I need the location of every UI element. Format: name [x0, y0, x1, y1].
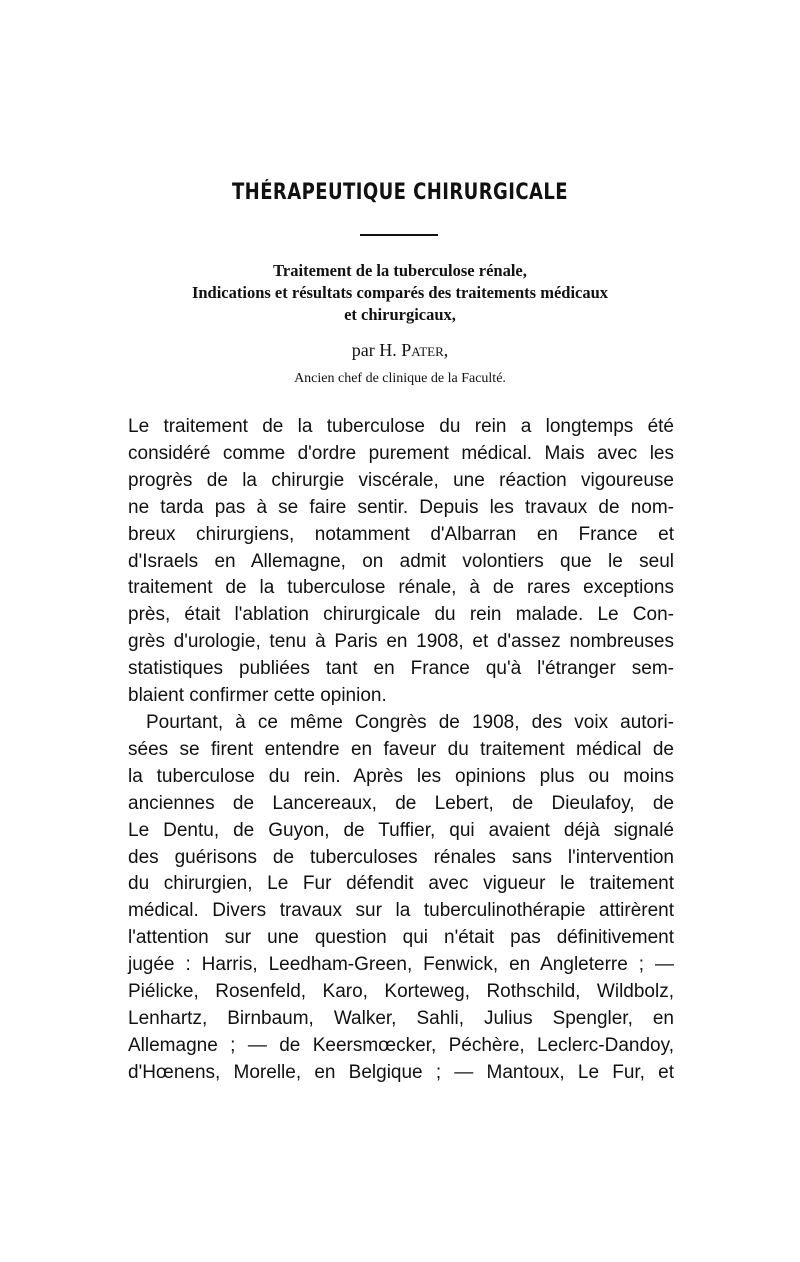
- section-title: THÉRAPEUTIQUE CHIRURGICALE: [231, 180, 569, 205]
- article-title: [110, 260, 690, 326]
- text-line: d'Israels en Allemagne, on admit volontiers que le seul: [128, 550, 674, 572]
- text-line: anciennes de Lancereaux, de Lebert, de Dieulafoy, de: [128, 792, 674, 814]
- text-line: Allemagne ; — de Keersmœcker, Péchère, Leclerc-Dandoy,: [128, 1034, 674, 1056]
- text-line: des guérisons de tuberculoses rénales sans l'intervention: [128, 846, 674, 868]
- text-line: jugée : Harris, Leedham-Green, Fenwick, en Angleterre ; —: [128, 954, 674, 976]
- text-line: progrès de la chirurgie viscérale, une réaction vigoureuse: [128, 469, 674, 491]
- text-line: considéré comme d'ordre purement médical. Mais avec les: [128, 442, 674, 464]
- paragraph-1: [128, 414, 674, 710]
- text-line: breux chirurgiens, notamment d'Albarran en France et: [128, 523, 674, 545]
- text-line: ne tarda pas à se faire sentir. Depuis les travaux de nom-: [128, 496, 674, 518]
- text-line: Le traitement de la tuberculose du rein a longtemps été: [128, 416, 674, 437]
- text-line: traitement de la tuberculose rénale, à de rares exceptions: [128, 577, 674, 599]
- text-line: statistiques publiées tant en France qu'à l'étranger sem-: [128, 658, 674, 680]
- article-title-line-2: Indications et résultats comparés des traitements médicaux: [191, 283, 609, 302]
- text-line: grès d'urologie, tenu à Paris en 1908, et d'assez nombreuses: [128, 631, 674, 653]
- byline: [0, 340, 800, 361]
- author-name: H. Pater,: [379, 340, 449, 360]
- text-line: Piélicke, Rosenfeld, Karo, Korteweg, Rothschild, Wildbolz,: [128, 981, 674, 1003]
- text-line: Pourtant, à ce même Congrès de 1908, des voix autori-: [146, 711, 674, 733]
- title-rule: [360, 234, 438, 236]
- article-title-line-1: Traitement de la tuberculose rénale,: [273, 261, 527, 280]
- text-line: la tuberculose du rein. Après les opinions plus ou moins: [128, 765, 674, 787]
- byline-prefix: par: [351, 340, 375, 360]
- author-affiliation: Ancien chef de clinique de la Faculté.: [294, 371, 506, 386]
- text-line: Lenhartz, Birnbaum, Walker, Sahli, Julius Spengler, en: [128, 1007, 674, 1029]
- paragraph-2: [128, 710, 674, 1087]
- text-line: sées se firent entendre en faveur du traitement médical de: [128, 738, 674, 760]
- text-line: près, était l'ablation chirurgicale du rein malade. Le Con-: [128, 604, 674, 626]
- body-text: [128, 414, 674, 1087]
- text-line: médical. Divers travaux sur la tuberculinothérapie attirèrent: [128, 900, 674, 922]
- text-line: Le Dentu, de Guyon, de Tuffier, qui avaient déjà signalé: [128, 819, 674, 841]
- text-line: d'Hœnens, Morelle, en Belgique ; — Mantoux, Le Fur, et: [128, 1061, 674, 1083]
- text-line: l'attention sur une question qui n'était pas définitivement: [128, 927, 674, 949]
- text-line: du chirurgien, Le Fur défendit avec vigueur le traitement: [128, 873, 674, 895]
- article-title-line-3: et chirurgicaux,: [344, 305, 456, 324]
- text-line: blaient confirmer cette opinion.: [128, 685, 387, 707]
